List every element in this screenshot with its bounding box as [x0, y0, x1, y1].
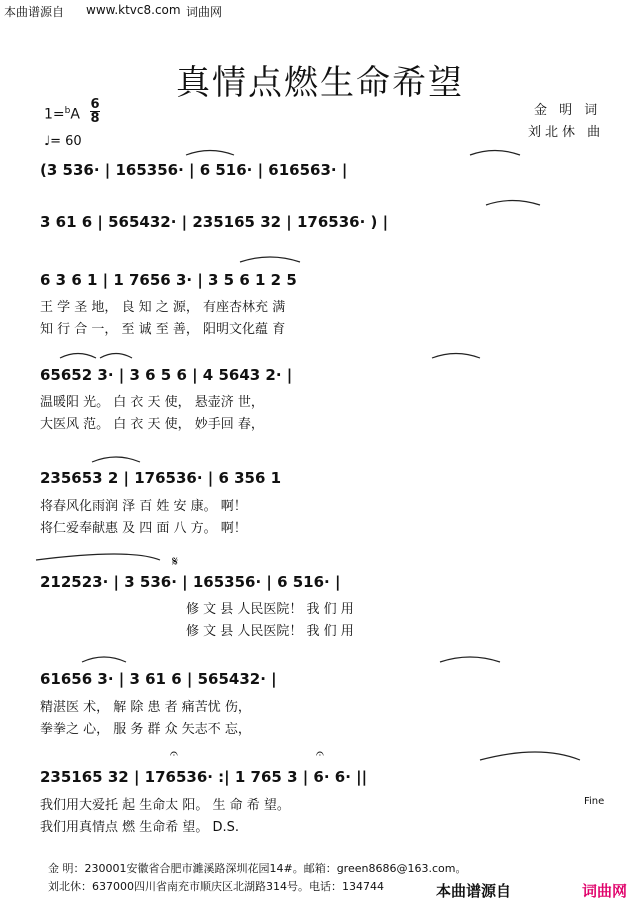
slur [470, 151, 520, 156]
key-letter: A [70, 106, 80, 123]
score-row-5-notes: 235653 2 | 176536· | 6 356 1 [40, 469, 282, 487]
lyricist-credit: 金 明 词 [534, 103, 602, 118]
song-title: 真情点燃生命希望 [176, 63, 464, 103]
score-row-7-lyric-1: 精湛医 术， 解 除 患 者 痛苦忧 伤， [40, 700, 251, 715]
score-row-6-notes: 212523· | 3 536· | 165356· | 6 516· | [40, 573, 341, 591]
footer-line-1: 金 明：230001安徽省合肥市濉溪路深圳花园14#。邮箱：green8686@163.com。 [48, 862, 467, 875]
footer-watermark-tag: 词曲网 [582, 882, 628, 900]
footer-line-2: 刘北休：637000四川省南充市顺庆区北湖路314号。电话：134744 [48, 880, 384, 893]
slur [100, 354, 132, 359]
score-row-4-lyric-1: 温暖阳 光。 白 衣 天 使， 悬壶济 世， [40, 395, 264, 410]
quarter-note-icon: ♩ [44, 134, 51, 149]
segno-icon: 𝄋 [172, 554, 179, 570]
score-row-4-lyric-2: 大医风 范。 白 衣 天 使， 妙手回 春， [40, 417, 264, 432]
header-site-url[interactable]: www.ktvc8.com [86, 3, 181, 17]
key-flat: b [64, 106, 71, 116]
score-row-3-notes: 6 3 6 1 | 1 7656 3· | 3 5 6 1 2 5 [40, 271, 297, 289]
slur [92, 457, 140, 462]
slur [480, 752, 580, 760]
fermata-icon: 𝄐 [316, 746, 324, 762]
composer-credit: 刘北休 曲 [528, 125, 605, 140]
fine-marking: Fine [584, 796, 605, 807]
fermata-icon: 𝄐 [170, 746, 178, 762]
score-row-3-lyric-2: 知 行 合 一， 至 诚 至 善， 阳明文化蕴 育 [40, 322, 286, 337]
score-row-4-notes: 65652 3· | 3 6 5 6 | 4 5643 2· | [40, 366, 293, 384]
tempo-value: = 60 [50, 134, 82, 149]
score-row-8-lyric-1: 我们用大爱托 起 生命太 阳。 生 命 希 望。 [40, 798, 290, 813]
slur [432, 354, 480, 359]
score-row-3-lyric-1: 王 学 圣 地， 良 知 之 源， 有座杏林充 满 [40, 300, 286, 315]
slur [486, 201, 540, 206]
header-site-tag: 词曲网 [186, 5, 223, 19]
score-row-8-lyric-2: 我们用真情点 燃 生命希 望。 D.S. [40, 820, 240, 835]
slur [240, 257, 300, 262]
time-bottom: 8 [90, 111, 100, 126]
slur [60, 354, 96, 359]
score-row-5-lyric-2: 将仁爱奉献惠 及 四 面 八 方。 啊！ [40, 521, 247, 536]
score-row-5-lyric-1: 将春风化雨润 泽 百 姓 安 康。 啊！ [40, 499, 247, 514]
time-top: 6 [90, 97, 100, 112]
score-row-6-lyric-1: 修 文 县 人民医院！ 我 们 用 [186, 602, 354, 617]
score-row-8-notes: 235165 32 | 176536· :| 1 765 3 | 6· 6· || [40, 768, 368, 786]
slur [36, 554, 160, 560]
score-row-7-notes: 61656 3· | 3 61 6 | 565432· | [40, 670, 277, 688]
footer-watermark-site: 本曲谱源自 [436, 882, 512, 900]
score-row-6-lyric-2: 修 文 县 人民医院！ 我 们 用 [186, 624, 354, 639]
score-row-7-lyric-2: 拳拳之 心， 服 务 群 众 矢志不 忘， [40, 722, 251, 737]
slur [186, 151, 234, 156]
score-row-2-notes: 3 61 6 | 565432· | 235165 32 | 176536· ) | [40, 213, 389, 231]
header-site-name: 本曲谱源自 [4, 5, 65, 19]
slur [440, 657, 500, 662]
score-row-1-notes: (3 536· | 165356· | 6 516· | 616563· | [40, 161, 348, 179]
key-prefix: 1= [44, 106, 65, 123]
slur [82, 657, 126, 662]
